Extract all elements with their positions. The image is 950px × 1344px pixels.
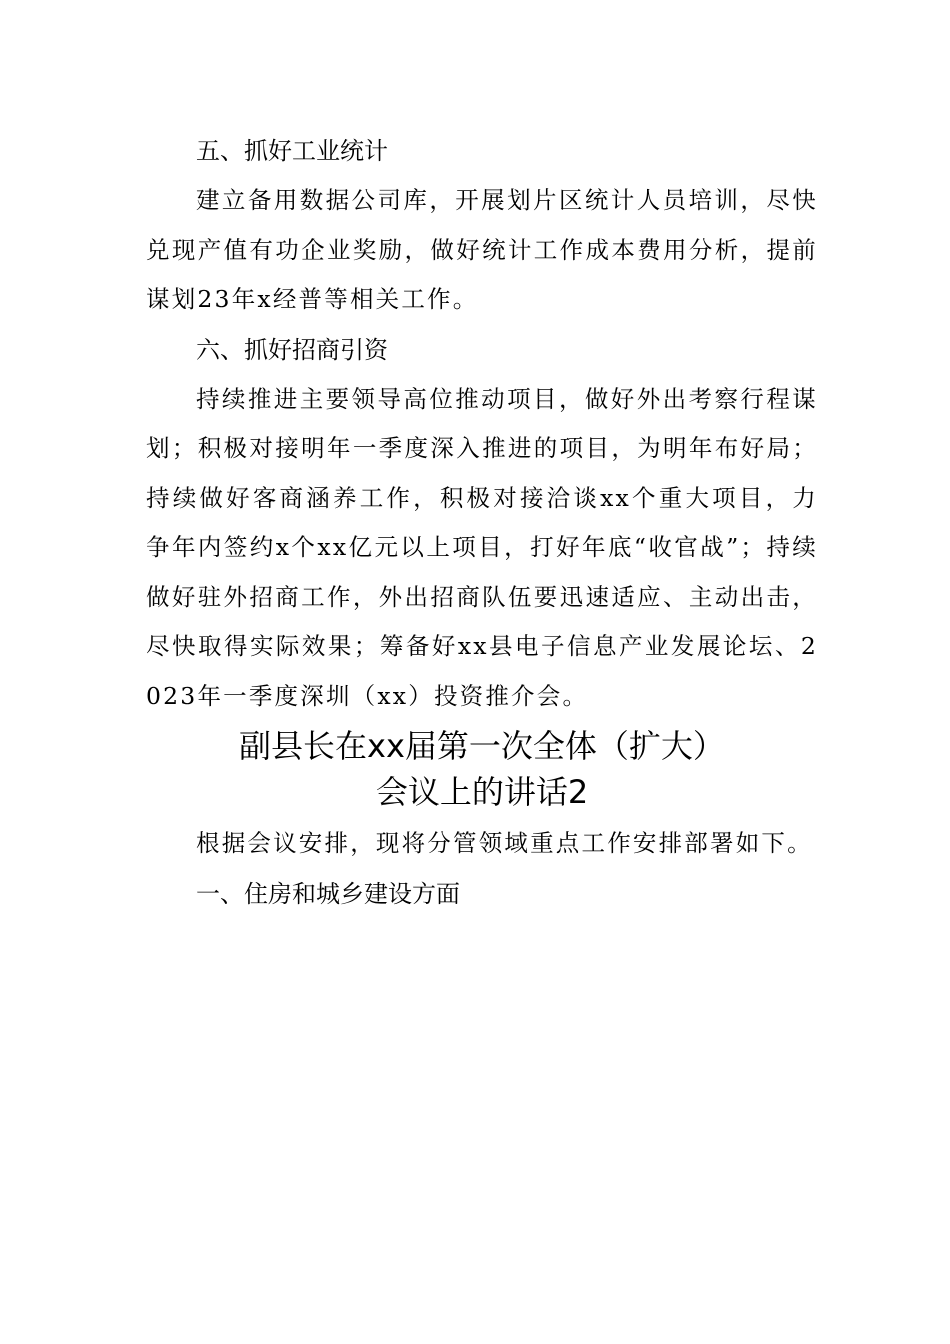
speech-title-line-2: 会议上的讲话2 xyxy=(375,773,589,811)
paragraph-investment-attraction: 持续推进主要领导高位推动项目，做好外出考察行程谋划；积极对接明年一季度深入推进的项目，为明年布好局；持续做好客商涵养工作，积极对接洽谈xx个重大项目，力争年内签约x个xx亿元以上项目，打好年底“收官战”；持续做好驻外招商工作，外出招商队伍要迅速适应、主动出击，尽快取得实际效果；筹备好xx县电子信息产业发展论坛、2023年一季度深圳（xx）投资推介会。 xyxy=(146,384,818,710)
intro-paragraph: 根据会议安排，现将分管领域重点工作安排部署如下。 xyxy=(196,829,813,857)
section-heading-industry-statistics: 五、抓好工业统计 xyxy=(196,137,388,165)
paragraph-industry-statistics: 建立备用数据公司库，开展划片区统计人员培训，尽快兑现产值有功企业奖励，做好统计工作成本费用分析，提前谋划23年x经普等相关工作。 xyxy=(146,186,818,313)
section-heading-housing-construction: 一、住房和城乡建设方面 xyxy=(196,879,460,908)
speech-title xyxy=(146,723,818,815)
section-heading-investment-attraction: 六、抓好招商引资 xyxy=(196,335,388,364)
speech-title-line-1: 副县长在xx届第一次全体（扩大） xyxy=(239,727,725,765)
document-content xyxy=(146,126,818,919)
